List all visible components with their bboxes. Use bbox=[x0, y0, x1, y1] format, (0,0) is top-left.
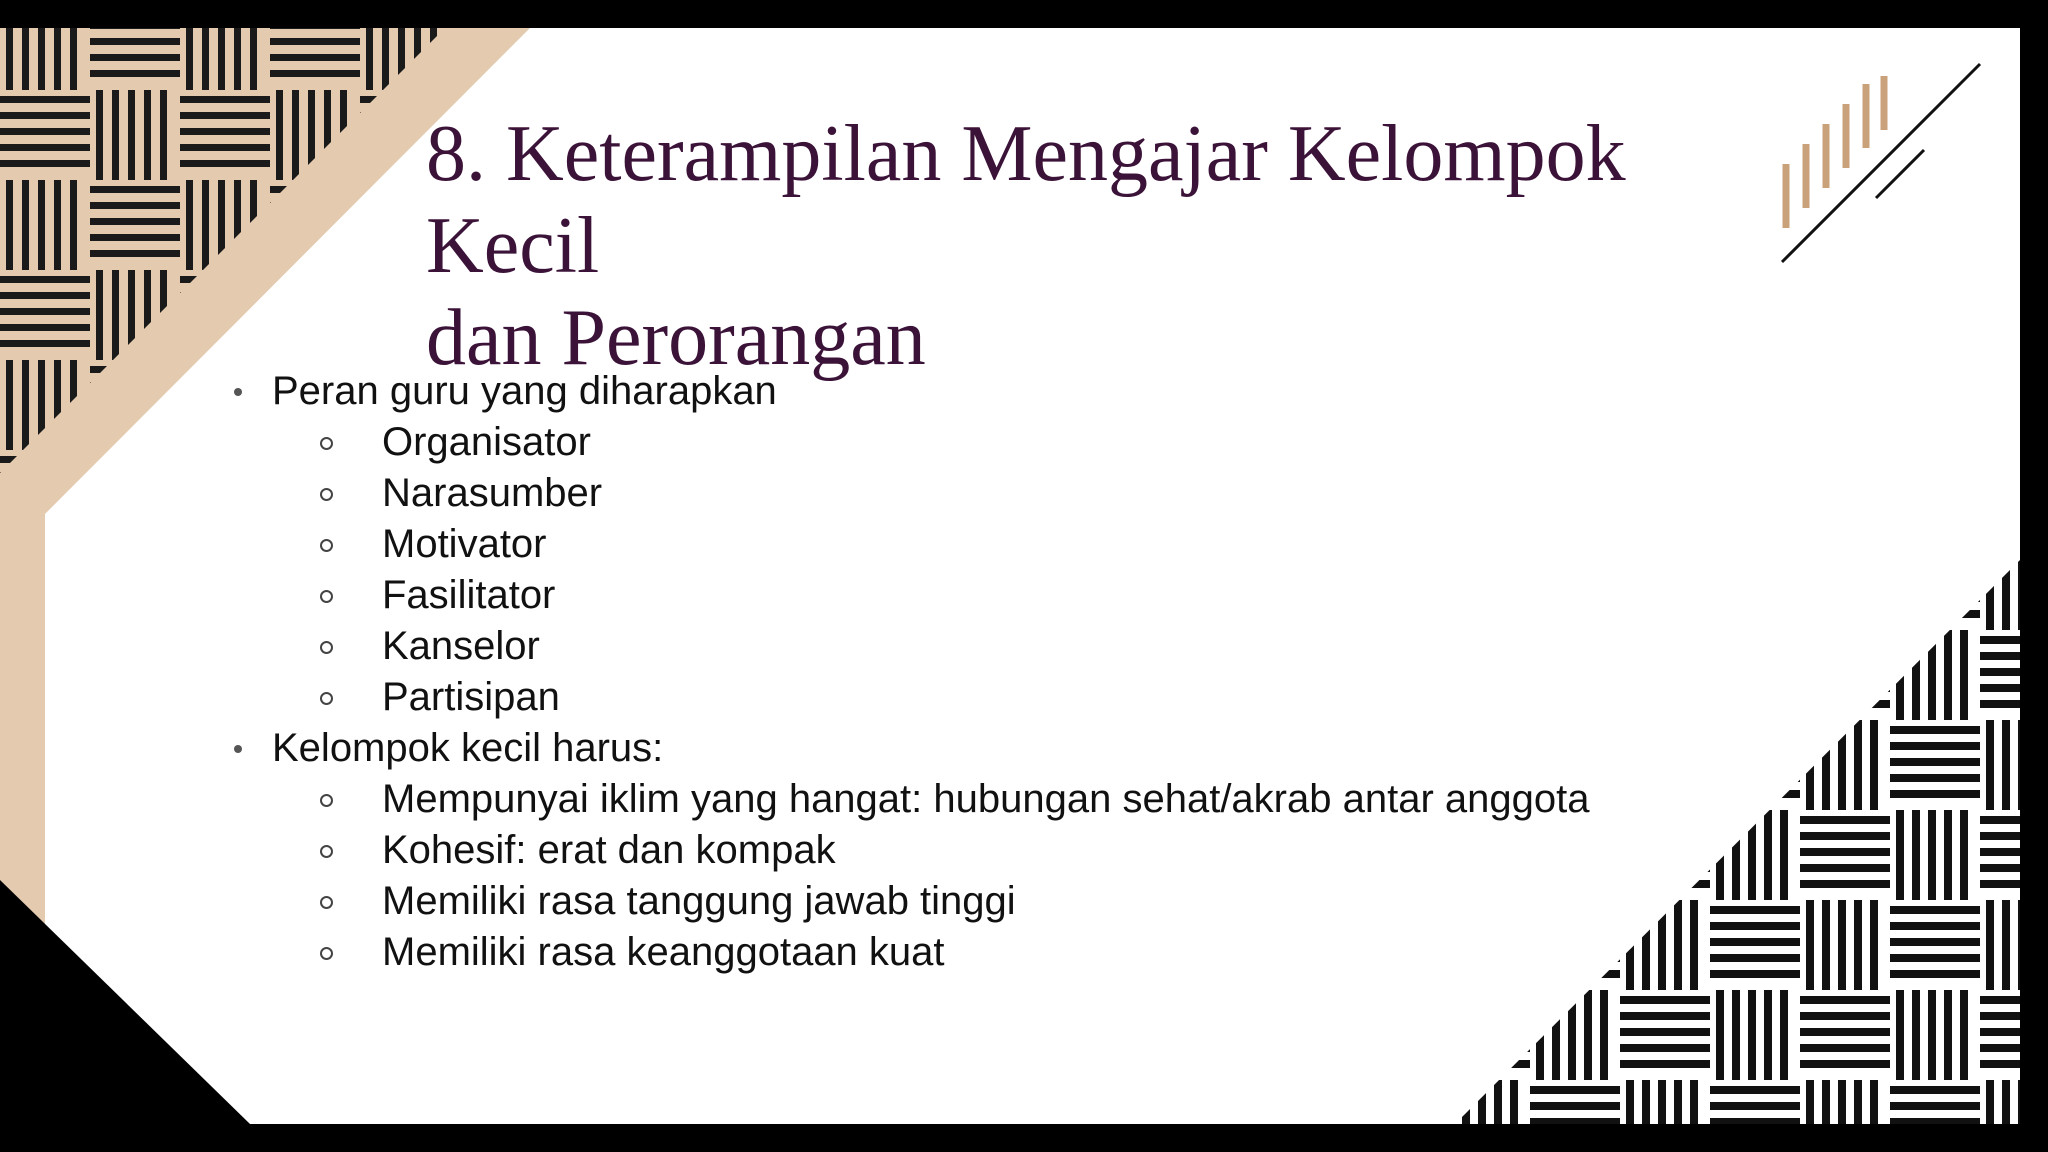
bullet-ring-icon bbox=[320, 539, 333, 552]
sub-bullet-item bbox=[228, 672, 1728, 723]
sub-bullet-text: Motivator bbox=[382, 522, 547, 566]
sub-bullet-text: Memiliki rasa keanggotaan kuat bbox=[382, 930, 945, 974]
bullet-item-kelompok-kecil bbox=[228, 723, 1728, 978]
bullet-ring-icon bbox=[320, 896, 333, 909]
sub-bullet-item bbox=[228, 927, 1728, 978]
slide-content bbox=[228, 366, 1728, 978]
sub-bullet-item bbox=[228, 468, 1728, 519]
sub-bullet-text: Kohesif: erat dan kompak bbox=[382, 828, 836, 872]
sub-bullet-text: Partisipan bbox=[382, 675, 560, 719]
bullet-ring-icon bbox=[320, 845, 333, 858]
bullet-ring-icon bbox=[320, 488, 333, 501]
sub-bullet-item bbox=[228, 621, 1728, 672]
sub-bullet-item bbox=[228, 417, 1728, 468]
sub-bullet-list bbox=[228, 417, 1728, 723]
bullet-dot-icon bbox=[234, 745, 242, 753]
sub-bullet-text: Narasumber bbox=[382, 471, 603, 515]
sub-bullet-text: Fasilitator bbox=[382, 573, 556, 617]
sub-bullet-item bbox=[228, 519, 1728, 570]
title-line-2: dan Perorangan bbox=[426, 294, 926, 382]
sub-bullet-item bbox=[228, 774, 1728, 825]
bullet-ring-icon bbox=[320, 590, 333, 603]
bullet-ring-icon bbox=[320, 641, 333, 654]
bullet-text: Peran guru yang diharapkan bbox=[272, 369, 777, 413]
bullet-ring-icon bbox=[320, 794, 333, 807]
title-line-1: 8. Keterampilan Mengajar Kelompok Kecil bbox=[426, 110, 1626, 290]
sub-bullet-text: Mempunyai iklim yang hangat: hubungan sehat/akrab antar anggota bbox=[382, 777, 1590, 821]
sub-bullet-list bbox=[228, 774, 1728, 978]
bullet-list bbox=[228, 366, 1728, 978]
bullet-text: Kelompok kecil harus: bbox=[272, 726, 664, 770]
bullet-ring-icon bbox=[320, 437, 333, 450]
bullet-ring-icon bbox=[320, 947, 333, 960]
sub-bullet-text: Kanselor bbox=[382, 624, 540, 668]
sub-bullet-item bbox=[228, 825, 1728, 876]
bullet-ring-icon bbox=[320, 692, 333, 705]
bullet-item-peran-guru bbox=[228, 366, 1728, 723]
sub-bullet-item bbox=[228, 876, 1728, 927]
sub-bullet-text: Organisator bbox=[382, 420, 591, 464]
sub-bullet-item bbox=[228, 570, 1728, 621]
sub-bullet-text: Memiliki rasa tanggung jawab tinggi bbox=[382, 879, 1016, 923]
slide-title bbox=[426, 108, 1806, 384]
bullet-dot-icon bbox=[234, 388, 242, 396]
